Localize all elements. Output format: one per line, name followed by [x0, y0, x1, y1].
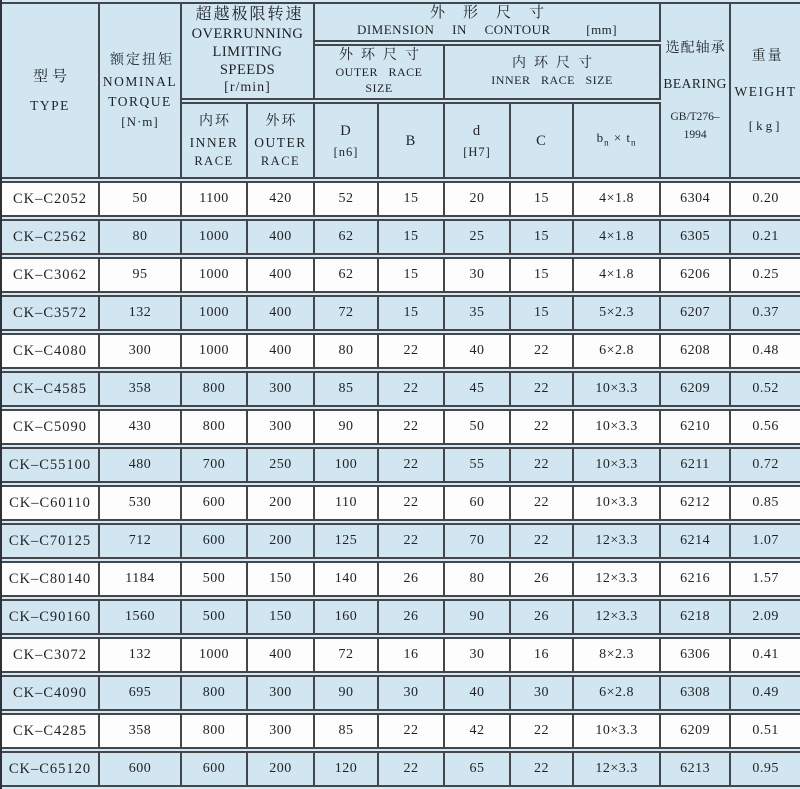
- table-row: [2, 333, 800, 369]
- cell-B: 30: [379, 675, 445, 711]
- cell-d: 65: [445, 751, 511, 787]
- cell-outer-race-speed: 400: [248, 295, 315, 331]
- cell-bn-tn: 10×3.3: [574, 447, 661, 483]
- cell-d: 70: [445, 523, 511, 559]
- cell-C: 22: [511, 409, 574, 445]
- cell-outer-race-speed: 400: [248, 333, 315, 369]
- cell-bn-tn: 12×3.3: [574, 751, 661, 787]
- cell-outer-race-speed: 420: [248, 181, 315, 217]
- type-label-en: TYPE: [30, 97, 70, 113]
- cell-d: 90: [445, 599, 511, 635]
- table-row: [2, 599, 800, 635]
- dimension-label-en: DIMENSION IN CONTOUR [mm]: [356, 22, 618, 38]
- cell-bn-tn: 12×3.3: [574, 561, 661, 597]
- cell-torque: 50: [100, 181, 182, 217]
- cell-C: 15: [511, 295, 574, 331]
- cell-outer-race-speed: 200: [248, 485, 315, 521]
- cell-inner-race-speed: 600: [182, 485, 248, 521]
- cell-weight: 0.20: [731, 181, 800, 217]
- cell-inner-race-speed: 1000: [182, 637, 248, 673]
- table-row: [2, 295, 800, 331]
- cell-weight: 0.48: [731, 333, 800, 369]
- table-row: [2, 447, 800, 483]
- cell-bearing: 6208: [661, 333, 731, 369]
- cell-d: 30: [445, 637, 511, 673]
- cell-B: 26: [379, 599, 445, 635]
- cell-C: 22: [511, 485, 574, 521]
- cell-C: 22: [511, 523, 574, 559]
- cell-D: 85: [315, 713, 379, 749]
- cell-bn-tn: 10×3.3: [574, 409, 661, 445]
- table-row: [2, 675, 800, 711]
- cell-type: CK–C5090: [2, 409, 100, 445]
- cell-type: CK–C3062: [2, 257, 100, 293]
- cell-d: 50: [445, 409, 511, 445]
- table-row: [2, 371, 800, 407]
- bearing-label-zh: 选配轴承: [665, 40, 726, 56]
- cell-B: 15: [379, 181, 445, 217]
- cell-bearing: 6212: [661, 485, 731, 521]
- cell-weight: 0.21: [731, 219, 800, 255]
- cell-weight: 2.09: [731, 599, 800, 635]
- cell-type: CK–C4080: [2, 333, 100, 369]
- cell-outer-race-speed: 300: [248, 409, 315, 445]
- outer-race-zh: 外环: [265, 113, 298, 129]
- cell-torque: 1184: [100, 561, 182, 597]
- speeds-label-en2: LIMITING SPEEDS: [212, 44, 283, 78]
- cell-torque: 1560: [100, 599, 182, 635]
- cell-D: 52: [315, 181, 379, 217]
- cell-D: 100: [315, 447, 379, 483]
- speeds-unit: [r/min]: [224, 80, 271, 95]
- cell-C: 22: [511, 751, 574, 787]
- cell-C: 15: [511, 181, 574, 217]
- cell-torque: 712: [100, 523, 182, 559]
- cell-bearing: 6211: [661, 447, 731, 483]
- cell-C: 26: [511, 561, 574, 597]
- col-header-bearing: [661, 2, 731, 179]
- C-symbol: C: [536, 132, 547, 149]
- cell-torque: 600: [100, 751, 182, 787]
- cell-bn-tn: 5×2.3: [574, 295, 661, 331]
- table-row: [2, 409, 800, 445]
- col-header-type: [2, 2, 100, 179]
- cell-type: CK–C4090: [2, 675, 100, 711]
- cell-B: 22: [379, 523, 445, 559]
- cell-C: 22: [511, 333, 574, 369]
- cell-d: 20: [445, 181, 511, 217]
- speeds-label-en1: OVERRUNNING: [191, 26, 304, 42]
- cell-outer-race-speed: 150: [248, 599, 315, 635]
- cell-torque: 480: [100, 447, 182, 483]
- dimension-label-zh: 外形尺寸: [430, 5, 563, 22]
- bearing-standard: GB/T276–1994: [670, 110, 720, 141]
- cell-weight: 1.07: [731, 523, 800, 559]
- cell-bn-tn: 8×2.3: [574, 637, 661, 673]
- bearing-label-en: BEARING: [663, 75, 727, 91]
- inner-size-label-en: INNER RACE SIZE: [491, 73, 613, 88]
- cell-bearing: 6209: [661, 371, 731, 407]
- table-row: [2, 561, 800, 597]
- cell-type: CK–C90160: [2, 599, 100, 635]
- col-header-speeds: [182, 2, 315, 100]
- inner-race-en2: RACE: [194, 153, 234, 168]
- cell-C: 16: [511, 637, 574, 673]
- cell-B: 16: [379, 637, 445, 673]
- cell-d: 25: [445, 219, 511, 255]
- cell-outer-race-speed: 200: [248, 751, 315, 787]
- cell-bn-tn: 10×3.3: [574, 485, 661, 521]
- cell-weight: 0.72: [731, 447, 800, 483]
- cell-D: 110: [315, 485, 379, 521]
- cell-inner-race-speed: 1000: [182, 333, 248, 369]
- B-symbol: B: [405, 132, 417, 149]
- cell-d: 40: [445, 333, 511, 369]
- dimension-unit: [mm]: [586, 22, 618, 38]
- table-header: [2, 2, 800, 179]
- cell-bearing: 6214: [661, 523, 731, 559]
- weight-label-en: WEIGHT: [734, 83, 797, 99]
- cell-bn-tn: 6×2.8: [574, 333, 661, 369]
- cell-outer-race-speed: 400: [248, 219, 315, 255]
- cell-d: 80: [445, 561, 511, 597]
- cell-d: 30: [445, 257, 511, 293]
- cell-D: 160: [315, 599, 379, 635]
- col-header-keyway: [574, 102, 661, 179]
- cell-type: CK–C55100: [2, 447, 100, 483]
- torque-label-zh: 额定扭矩: [110, 52, 174, 68]
- col-header-C: [511, 102, 574, 179]
- table-row: [2, 257, 800, 293]
- torque-label-en1: NOMINAL: [102, 73, 178, 89]
- table-body: [2, 181, 800, 787]
- cell-type: CK–C60110: [2, 485, 100, 521]
- weight-label-zh: 重量: [751, 48, 784, 64]
- cell-outer-race-speed: 300: [248, 371, 315, 407]
- cell-D: 85: [315, 371, 379, 407]
- cell-C: 26: [511, 599, 574, 635]
- cell-D: 90: [315, 409, 379, 445]
- cell-type: CK–C2562: [2, 219, 100, 255]
- D-symbol: D: [340, 122, 352, 139]
- cell-weight: 0.85: [731, 485, 800, 521]
- cell-B: 15: [379, 219, 445, 255]
- cell-bn-tn: 10×3.3: [574, 371, 661, 407]
- cell-inner-race-speed: 700: [182, 447, 248, 483]
- cell-torque: 300: [100, 333, 182, 369]
- cell-inner-race-speed: 500: [182, 561, 248, 597]
- table-row: [2, 751, 800, 787]
- col-header-outer-race: [248, 102, 315, 179]
- cell-C: 22: [511, 713, 574, 749]
- d-symbol: d: [472, 122, 482, 139]
- cell-type: CK–C70125: [2, 523, 100, 559]
- inner-race-en1: INNER: [189, 134, 239, 150]
- cell-d: 60: [445, 485, 511, 521]
- cell-C: 15: [511, 219, 574, 255]
- cell-bearing: 6206: [661, 257, 731, 293]
- cell-torque: 430: [100, 409, 182, 445]
- cell-bearing: 6308: [661, 675, 731, 711]
- cell-type: CK–C4585: [2, 371, 100, 407]
- cell-bearing: 6216: [661, 561, 731, 597]
- cell-torque: 530: [100, 485, 182, 521]
- cell-outer-race-speed: 250: [248, 447, 315, 483]
- col-header-D: [315, 102, 379, 179]
- cell-D: 80: [315, 333, 379, 369]
- cell-D: 120: [315, 751, 379, 787]
- cell-inner-race-speed: 500: [182, 599, 248, 635]
- cell-d: 45: [445, 371, 511, 407]
- cell-D: 90: [315, 675, 379, 711]
- cell-bn-tn: 10×3.3: [574, 713, 661, 749]
- inner-race-zh: 内环: [199, 113, 231, 129]
- cell-d: 55: [445, 447, 511, 483]
- cell-outer-race-speed: 400: [248, 637, 315, 673]
- cell-B: 26: [379, 561, 445, 597]
- cell-torque: 358: [100, 371, 182, 407]
- keyway-symbol: $b_n \times t_n$: [596, 130, 637, 148]
- cell-outer-race-speed: 300: [248, 675, 315, 711]
- cell-bn-tn: 12×3.3: [574, 523, 661, 559]
- cell-d: 35: [445, 295, 511, 331]
- cell-D: 140: [315, 561, 379, 597]
- cell-inner-race-speed: 800: [182, 371, 248, 407]
- cell-type: CK–C80140: [2, 561, 100, 597]
- cell-outer-race-speed: 300: [248, 713, 315, 749]
- table-row: [2, 713, 800, 749]
- cell-B: 22: [379, 333, 445, 369]
- cell-inner-race-speed: 600: [182, 751, 248, 787]
- cell-type: CK–C4285: [2, 713, 100, 749]
- cell-type: CK–C3072: [2, 637, 100, 673]
- cell-C: 15: [511, 257, 574, 293]
- cell-weight: 0.52: [731, 371, 800, 407]
- cell-bearing: 6213: [661, 751, 731, 787]
- cell-B: 22: [379, 409, 445, 445]
- cell-outer-race-speed: 150: [248, 561, 315, 597]
- col-header-inner-size: [445, 44, 661, 100]
- table-row: [2, 181, 800, 217]
- cell-d: 40: [445, 675, 511, 711]
- outer-race-en1: OUTER: [254, 134, 307, 150]
- cell-torque: 132: [100, 295, 182, 331]
- outer-race-en2: RACE: [260, 153, 301, 168]
- col-header-outer-size: [315, 44, 445, 100]
- table-row: [2, 485, 800, 521]
- col-header-d: [445, 102, 511, 179]
- cell-inner-race-speed: 600: [182, 523, 248, 559]
- cell-B: 22: [379, 447, 445, 483]
- cell-type: CK–C2052: [2, 181, 100, 217]
- speeds-label-zh: 超越极限转速: [195, 6, 304, 23]
- outer-size-label-zh: 外环尺寸: [339, 48, 428, 64]
- torque-label-en2: TORQUE: [108, 93, 172, 109]
- cell-d: 42: [445, 713, 511, 749]
- cell-B: 15: [379, 257, 445, 293]
- cell-D: 62: [315, 257, 379, 293]
- table-row: [2, 219, 800, 255]
- cell-type: CK–C65120: [2, 751, 100, 787]
- cell-D: 62: [315, 219, 379, 255]
- cell-inner-race-speed: 1100: [182, 181, 248, 217]
- torque-unit: [N·m]: [121, 113, 159, 129]
- cell-torque: 358: [100, 713, 182, 749]
- cell-B: 22: [379, 485, 445, 521]
- cell-B: 22: [379, 371, 445, 407]
- cell-C: 22: [511, 447, 574, 483]
- col-header-inner-race: [182, 102, 248, 179]
- cell-torque: 80: [100, 219, 182, 255]
- cell-weight: 0.37: [731, 295, 800, 331]
- cell-weight: 0.49: [731, 675, 800, 711]
- table-row: [2, 637, 800, 673]
- D-tolerance: [n6]: [333, 144, 359, 159]
- outer-size-label-en: OUTER RACE SIZE: [335, 65, 423, 96]
- cell-torque: 132: [100, 637, 182, 673]
- cell-inner-race-speed: 1000: [182, 295, 248, 331]
- cell-bn-tn: 4×1.8: [574, 219, 661, 255]
- cell-weight: 0.56: [731, 409, 800, 445]
- cell-bearing: 6207: [661, 295, 731, 331]
- inner-size-label-zh: 内环尺寸: [512, 56, 601, 72]
- cell-D: 125: [315, 523, 379, 559]
- cell-bearing: 6306: [661, 637, 731, 673]
- cell-inner-race-speed: 800: [182, 713, 248, 749]
- cell-bearing: 6304: [661, 181, 731, 217]
- col-header-B: [379, 102, 445, 179]
- cell-inner-race-speed: 1000: [182, 257, 248, 293]
- cell-D: 72: [315, 295, 379, 331]
- cell-outer-race-speed: 400: [248, 257, 315, 293]
- cell-bearing: 6305: [661, 219, 731, 255]
- cell-bn-tn: 4×1.8: [574, 257, 661, 293]
- cell-B: 22: [379, 713, 445, 749]
- cell-torque: 95: [100, 257, 182, 293]
- cell-bn-tn: 12×3.3: [574, 599, 661, 635]
- cell-weight: 0.95: [731, 751, 800, 787]
- cell-bearing: 6210: [661, 409, 731, 445]
- col-header-weight: [731, 2, 800, 179]
- cell-torque: 695: [100, 675, 182, 711]
- cell-weight: 0.25: [731, 257, 800, 293]
- col-header-dimension: [315, 2, 661, 42]
- cell-outer-race-speed: 200: [248, 523, 315, 559]
- cell-inner-race-speed: 800: [182, 675, 248, 711]
- type-label-zh: 型号: [32, 68, 71, 85]
- cell-bearing: 6218: [661, 599, 731, 635]
- cell-B: 22: [379, 751, 445, 787]
- cell-bn-tn: 6×2.8: [574, 675, 661, 711]
- cell-inner-race-speed: 800: [182, 409, 248, 445]
- cell-weight: 1.57: [731, 561, 800, 597]
- cell-weight: 0.41: [731, 637, 800, 673]
- cell-type: CK–C3572: [2, 295, 100, 331]
- cell-bearing: 6209: [661, 713, 731, 749]
- cell-bn-tn: 4×1.8: [574, 181, 661, 217]
- weight-unit: [kg]: [748, 117, 783, 133]
- cell-B: 15: [379, 295, 445, 331]
- col-header-torque: [100, 2, 182, 179]
- cell-D: 72: [315, 637, 379, 673]
- table-row: [2, 523, 800, 559]
- cell-inner-race-speed: 1000: [182, 219, 248, 255]
- cell-C: 22: [511, 371, 574, 407]
- cell-weight: 0.51: [731, 713, 800, 749]
- d-tolerance: [H7]: [463, 144, 491, 159]
- cell-C: 30: [511, 675, 574, 711]
